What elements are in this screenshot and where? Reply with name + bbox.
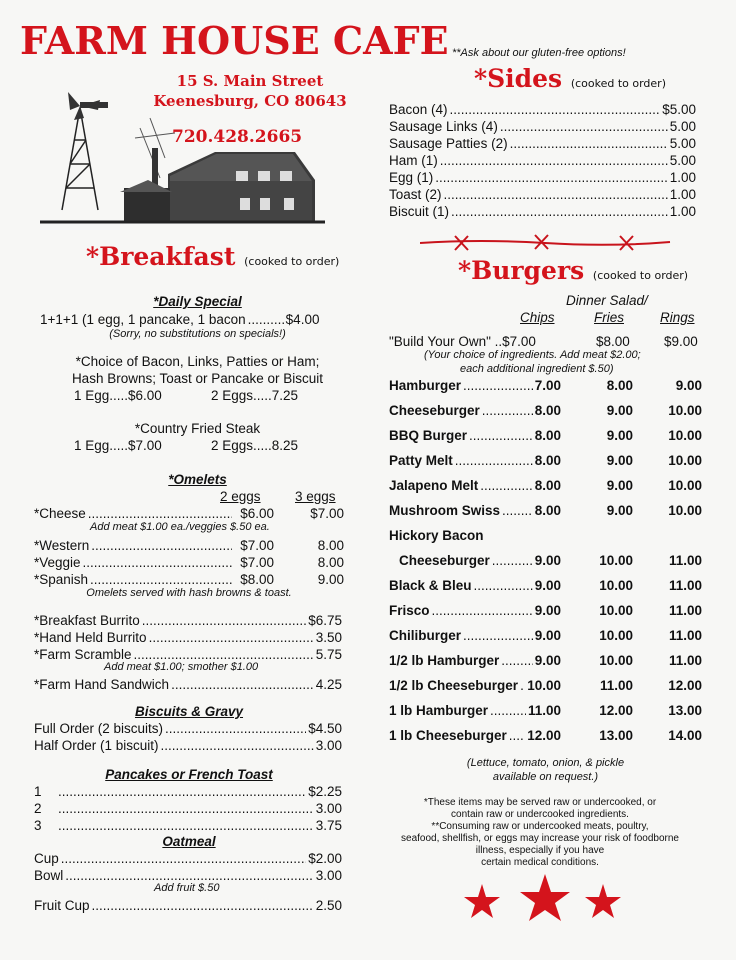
burger-price-rings: 10.00 bbox=[668, 453, 702, 468]
burger-price-chips: 11.00 bbox=[527, 703, 561, 718]
biscuits-title: Biscuits & Gravy bbox=[134, 704, 244, 719]
burgers-title bbox=[458, 256, 688, 285]
burger-price-chips: 9.00 bbox=[534, 628, 561, 643]
byo-rings: $9.00 bbox=[664, 334, 698, 349]
pancake-qty: 1 bbox=[34, 784, 42, 799]
specials-list-2 bbox=[34, 676, 342, 693]
oatmeal-size: Bowl bbox=[34, 868, 64, 883]
oatmeal-size: Cup bbox=[34, 851, 59, 866]
breakfast-heading: *Breakfast bbox=[86, 242, 236, 271]
side-name: Bacon (4) bbox=[389, 102, 448, 117]
biscuit-name: Half Order (1 biscuit) bbox=[34, 738, 159, 753]
sides-heading: *Sides bbox=[474, 64, 563, 93]
burgers-col-chips: Chips bbox=[520, 310, 555, 325]
burgers-subtitle: (cooked to order) bbox=[592, 269, 689, 282]
burger-row bbox=[389, 548, 702, 573]
choice-two-eggs: 2 Eggs.....7.25 bbox=[211, 388, 299, 403]
daily-special-item: 1+1+1 (1 egg, 1 pancake, 1 bacon bbox=[40, 312, 246, 327]
burger-price-chips: 12.00 bbox=[527, 728, 561, 743]
burger-price-fries: 11.00 bbox=[599, 678, 633, 693]
disclaimer-line: **Consuming raw or undercooked meats, poultry, bbox=[431, 821, 649, 832]
burger-price-fries: 10.00 bbox=[599, 603, 633, 618]
burger-price-rings: 13.00 bbox=[668, 703, 702, 718]
burger-price-chips: 8.00 bbox=[534, 428, 561, 443]
country-fried-steak-title: *Country Fried Steak bbox=[134, 421, 261, 436]
gluten-free-note: **Ask about our gluten-free options! bbox=[452, 47, 626, 59]
leader-dots bbox=[520, 673, 525, 698]
burger-name-cell bbox=[389, 398, 561, 423]
special-name: *Farm Scramble bbox=[34, 647, 132, 662]
burger-row bbox=[389, 448, 702, 473]
side-name: Toast (2) bbox=[389, 187, 442, 202]
special-price: $6.75 bbox=[308, 613, 342, 628]
burger-price-fries: 9.00 bbox=[606, 478, 633, 493]
special-name: *Breakfast Burrito bbox=[34, 613, 140, 628]
burger-row bbox=[389, 698, 702, 723]
burger-price-chips: 8.00 bbox=[534, 503, 561, 518]
leader-dots bbox=[480, 473, 532, 498]
special-name: *Hand Held Burrito bbox=[34, 630, 147, 645]
burger-name-cell bbox=[389, 648, 561, 673]
side-price: 1.00 bbox=[669, 170, 696, 185]
omelet-add-meat-note: Add meat $1.00 ea./veggies $.50 ea. bbox=[90, 521, 270, 533]
burger-name: Mushroom Swiss bbox=[389, 503, 501, 518]
disclaimer-line: illness, especially if you have bbox=[475, 845, 605, 856]
leader-dots bbox=[490, 698, 526, 723]
oatmeal-note: Add fruit $.50 bbox=[154, 882, 220, 894]
burger-row bbox=[389, 498, 702, 523]
byo-note-2: each additional ingredient $.50) bbox=[460, 363, 614, 375]
stars-decoration bbox=[460, 872, 630, 927]
burger-price-rings: 12.00 bbox=[668, 678, 702, 693]
omelets-col-2eggs: 2 eggs bbox=[220, 489, 261, 504]
leader-dots bbox=[501, 648, 532, 673]
burger-name: Chiliburger bbox=[389, 628, 462, 643]
leader-dots bbox=[432, 598, 533, 623]
burger-row bbox=[389, 723, 702, 748]
omelet-price-3: 8.00 bbox=[317, 555, 344, 570]
choice-one-egg: 1 Egg.....$6.00 bbox=[74, 388, 162, 403]
side-name: Sausage Patties (2) bbox=[389, 136, 508, 151]
burger-price-rings: 11.00 bbox=[668, 553, 702, 568]
burger-price-rings: 11.00 bbox=[668, 628, 702, 643]
special-price: 5.75 bbox=[315, 647, 342, 662]
burger-row bbox=[389, 623, 702, 648]
pancake-price: 3.00 bbox=[315, 801, 342, 816]
disclaimer-line: seafood, shellfish, or eggs may increase your risk of foodborne bbox=[401, 833, 679, 844]
byo-note-1: (Your choice of ingredients. Add meat $2.00; bbox=[424, 349, 641, 361]
burger-name-cell bbox=[389, 723, 561, 748]
barbed-wire-divider bbox=[420, 232, 672, 254]
omelet-price-3: $7.00 bbox=[310, 506, 344, 521]
burger-row bbox=[389, 373, 702, 398]
pancake-qty: 3 bbox=[34, 818, 42, 833]
leader-dots bbox=[509, 723, 525, 748]
burger-price-rings: 10.00 bbox=[668, 503, 702, 518]
burger-price-rings: 11.00 bbox=[668, 603, 702, 618]
omelet-price-2: $6.00 bbox=[240, 506, 274, 521]
leader-dots bbox=[463, 373, 533, 398]
choice-line-1: *Choice of Bacon, Links, Patties or Ham; bbox=[75, 354, 320, 369]
burger-price-chips: 9.00 bbox=[534, 553, 561, 568]
burger-name: Patty Melt bbox=[389, 453, 453, 468]
omelets-title: *Omelets bbox=[168, 472, 227, 487]
leader-dots bbox=[474, 573, 533, 598]
side-name: Sausage Links (4) bbox=[389, 119, 498, 134]
burger-name-cell bbox=[389, 598, 561, 623]
biscuit-price: 3.00 bbox=[315, 738, 342, 753]
star-icon bbox=[585, 884, 621, 918]
burger-name-cell bbox=[389, 623, 561, 648]
burger-price-chips: 9.00 bbox=[534, 603, 561, 618]
side-name: Biscuit (1) bbox=[389, 204, 450, 219]
phone-number: 720.428.2665 bbox=[172, 127, 303, 147]
fruit-cup-price: 2.50 bbox=[315, 898, 342, 913]
pancake-price: 3.75 bbox=[315, 818, 342, 833]
oatmeal-list bbox=[34, 850, 342, 884]
burger-price-chips: 9.00 bbox=[534, 578, 561, 593]
burger-price-fries: 10.00 bbox=[599, 578, 633, 593]
burger-row bbox=[389, 598, 702, 623]
hickory-bacon-label: Hickory Bacon bbox=[389, 528, 484, 543]
sides-title bbox=[474, 64, 666, 93]
side-price: 1.00 bbox=[669, 204, 696, 219]
byo-fries: $8.00 bbox=[596, 334, 630, 349]
burger-name-cell bbox=[389, 423, 561, 448]
toppings-note-1: (Lettuce, tomato, onion, & pickle bbox=[466, 757, 625, 769]
burger-price-rings: 10.00 bbox=[668, 428, 702, 443]
special-price: 4.25 bbox=[315, 677, 342, 692]
special-name: *Farm Hand Sandwich bbox=[34, 677, 170, 692]
leader-dots bbox=[455, 448, 533, 473]
omelet-price-3: 9.00 bbox=[317, 572, 344, 587]
toppings-note-2: available on request.) bbox=[492, 771, 599, 783]
burger-price-fries: 9.00 bbox=[606, 503, 633, 518]
burger-name-cell bbox=[389, 373, 561, 398]
choice-line-2: Hash Browns; Toast or Pancake or Biscuit bbox=[71, 371, 324, 386]
disclaimer-line: certain medical conditions. bbox=[481, 857, 599, 868]
address-street: 15 S. Main Street bbox=[176, 72, 324, 90]
disclaimer-line: *These items may be served raw or undercooked, or bbox=[423, 797, 657, 808]
biscuits-list bbox=[34, 720, 342, 754]
burger-price-chips: 10.00 bbox=[527, 678, 561, 693]
burger-name: 1 lb Hamburger bbox=[389, 703, 489, 718]
pancake-qty: 2 bbox=[34, 801, 42, 816]
burger-price-chips: 8.00 bbox=[534, 403, 561, 418]
side-price: 1.00 bbox=[669, 187, 696, 202]
omelet-name: *Spanish bbox=[34, 572, 89, 587]
burger-price-chips: 7.00 bbox=[534, 378, 561, 393]
side-price: 5.00 bbox=[669, 153, 696, 168]
sides-list bbox=[389, 101, 696, 220]
burger-name-cell bbox=[389, 473, 561, 498]
burger-list bbox=[389, 373, 702, 748]
burger-price-fries: 9.00 bbox=[606, 453, 633, 468]
burger-name: 1/2 lb Hamburger bbox=[389, 653, 500, 668]
side-price: 5.00 bbox=[669, 136, 696, 151]
omelet-price-3: 8.00 bbox=[317, 538, 344, 553]
burger-price-rings: 9.00 bbox=[675, 378, 702, 393]
burger-name: Cheeseburger bbox=[399, 553, 490, 568]
burgers-heading: *Burgers bbox=[458, 256, 585, 285]
burger-price-chips: 8.00 bbox=[534, 453, 561, 468]
burger-name: 1/2 lb Cheeseburger bbox=[389, 678, 519, 693]
disclaimer-line: contain raw or undercooked ingredients. bbox=[451, 809, 629, 820]
omelet-row bbox=[34, 505, 344, 522]
daily-special-row bbox=[40, 311, 347, 328]
side-price: 5.00 bbox=[669, 119, 696, 134]
omelets-col-3eggs: 3 eggs bbox=[295, 489, 336, 504]
special-price: 3.50 bbox=[315, 630, 342, 645]
specials-note: Add meat $1.00; smother $1.00 bbox=[104, 661, 259, 673]
omelet-price-2: $7.00 bbox=[240, 555, 274, 570]
fruit-cup-row bbox=[34, 897, 342, 914]
leader-dots bbox=[463, 623, 533, 648]
burger-row bbox=[389, 648, 702, 673]
burger-row bbox=[389, 398, 702, 423]
side-name: Ham (1) bbox=[389, 153, 438, 168]
omelet-name: *Western bbox=[34, 538, 90, 553]
burger-price-fries: 10.00 bbox=[599, 553, 633, 568]
daily-special-price: $4.00 bbox=[285, 312, 320, 327]
burger-price-rings: 11.00 bbox=[668, 578, 702, 593]
leader-dots bbox=[502, 498, 533, 523]
burger-name-cell bbox=[389, 548, 561, 573]
oatmeal-price: 3.00 bbox=[315, 868, 342, 883]
pancake-price: $2.25 bbox=[308, 784, 342, 799]
pancakes-title: Pancakes or French Toast bbox=[105, 767, 273, 782]
burger-price-rings: 10.00 bbox=[668, 403, 702, 418]
biscuit-price: $4.50 bbox=[308, 721, 342, 736]
burger-name: Hamburger bbox=[389, 378, 462, 393]
burger-name-cell bbox=[389, 498, 561, 523]
omelet-name: *Cheese bbox=[34, 506, 86, 521]
farmhouse-illustration bbox=[40, 88, 325, 226]
oatmeal-title: Oatmeal bbox=[162, 834, 216, 849]
leader-dots bbox=[469, 423, 533, 448]
burger-price-chips: 8.00 bbox=[534, 478, 561, 493]
daily-special-note: (Sorry, no substitutions on specials!) bbox=[109, 328, 286, 340]
leader-dots bbox=[482, 398, 533, 423]
star-icon bbox=[520, 874, 570, 921]
food-safety-disclaimer bbox=[340, 797, 736, 869]
omelet-price-2: $8.00 bbox=[240, 572, 274, 587]
burgers-col-rings: Rings bbox=[660, 310, 695, 325]
burger-name: Frisco bbox=[389, 603, 430, 618]
burger-price-chips: 9.00 bbox=[534, 653, 561, 668]
burger-price-fries: 12.00 bbox=[599, 703, 633, 718]
burger-row bbox=[389, 423, 702, 448]
burgers-head-top: Dinner Salad/ bbox=[566, 293, 648, 308]
cfs-two-eggs: 2 Eggs.....8.25 bbox=[211, 438, 299, 453]
burger-price-fries: 9.00 bbox=[606, 428, 633, 443]
fruit-cup-name: Fruit Cup bbox=[34, 898, 90, 913]
byo-name: "Build Your Own" ..$7.00 bbox=[389, 334, 536, 349]
restaurant-name: FARM HOUSE CAFE bbox=[20, 18, 449, 63]
cfs-one-egg: 1 Egg.....$7.00 bbox=[74, 438, 162, 453]
burger-price-fries: 10.00 bbox=[599, 653, 633, 668]
burger-price-fries: 9.00 bbox=[606, 403, 633, 418]
side-price: $5.00 bbox=[662, 102, 696, 117]
specials-list bbox=[34, 612, 342, 663]
burger-name: BBQ Burger bbox=[389, 428, 468, 443]
burger-name: Jalapeno Melt bbox=[389, 478, 479, 493]
burgers-col-fries: Fries bbox=[594, 310, 624, 325]
breakfast-title bbox=[86, 242, 339, 271]
omelet-served-note: Omelets served with hash browns & toast. bbox=[86, 587, 292, 599]
burger-name: Black & Bleu bbox=[389, 578, 472, 593]
burger-name-cell bbox=[389, 698, 561, 723]
omelet-rows bbox=[34, 537, 344, 588]
burger-price-fries: 10.00 bbox=[599, 628, 633, 643]
burger-name: Cheeseburger bbox=[389, 403, 480, 418]
sides-subtitle: (cooked to order) bbox=[570, 77, 666, 90]
omelet-name: *Veggie bbox=[34, 555, 81, 570]
oatmeal-price: $2.00 bbox=[308, 851, 342, 866]
burger-row bbox=[389, 573, 702, 598]
burger-price-rings: 10.00 bbox=[668, 478, 702, 493]
burger-price-fries: 8.00 bbox=[606, 378, 633, 393]
pancakes-list bbox=[34, 783, 342, 834]
daily-special-title: *Daily Special bbox=[153, 294, 242, 309]
leader-dots bbox=[492, 548, 533, 573]
breakfast-subtitle: (cooked to order) bbox=[244, 255, 340, 268]
burger-price-rings: 11.00 bbox=[668, 653, 702, 668]
burger-name: 1 lb Cheeseburger bbox=[389, 728, 507, 743]
address-city: Keenesburg, CO 80643 bbox=[153, 92, 347, 110]
burger-name-cell bbox=[389, 673, 561, 698]
burger-row bbox=[389, 473, 702, 498]
burger-name-cell bbox=[389, 573, 561, 598]
burger-row bbox=[389, 673, 702, 698]
side-name: Egg (1) bbox=[389, 170, 434, 185]
star-icon bbox=[464, 884, 500, 918]
burger-price-fries: 13.00 bbox=[599, 728, 633, 743]
biscuit-name: Full Order (2 biscuits) bbox=[34, 721, 164, 736]
burger-name-cell bbox=[389, 448, 561, 473]
omelet-price-2: $7.00 bbox=[240, 538, 274, 553]
burger-price-rings: 14.00 bbox=[668, 728, 702, 743]
